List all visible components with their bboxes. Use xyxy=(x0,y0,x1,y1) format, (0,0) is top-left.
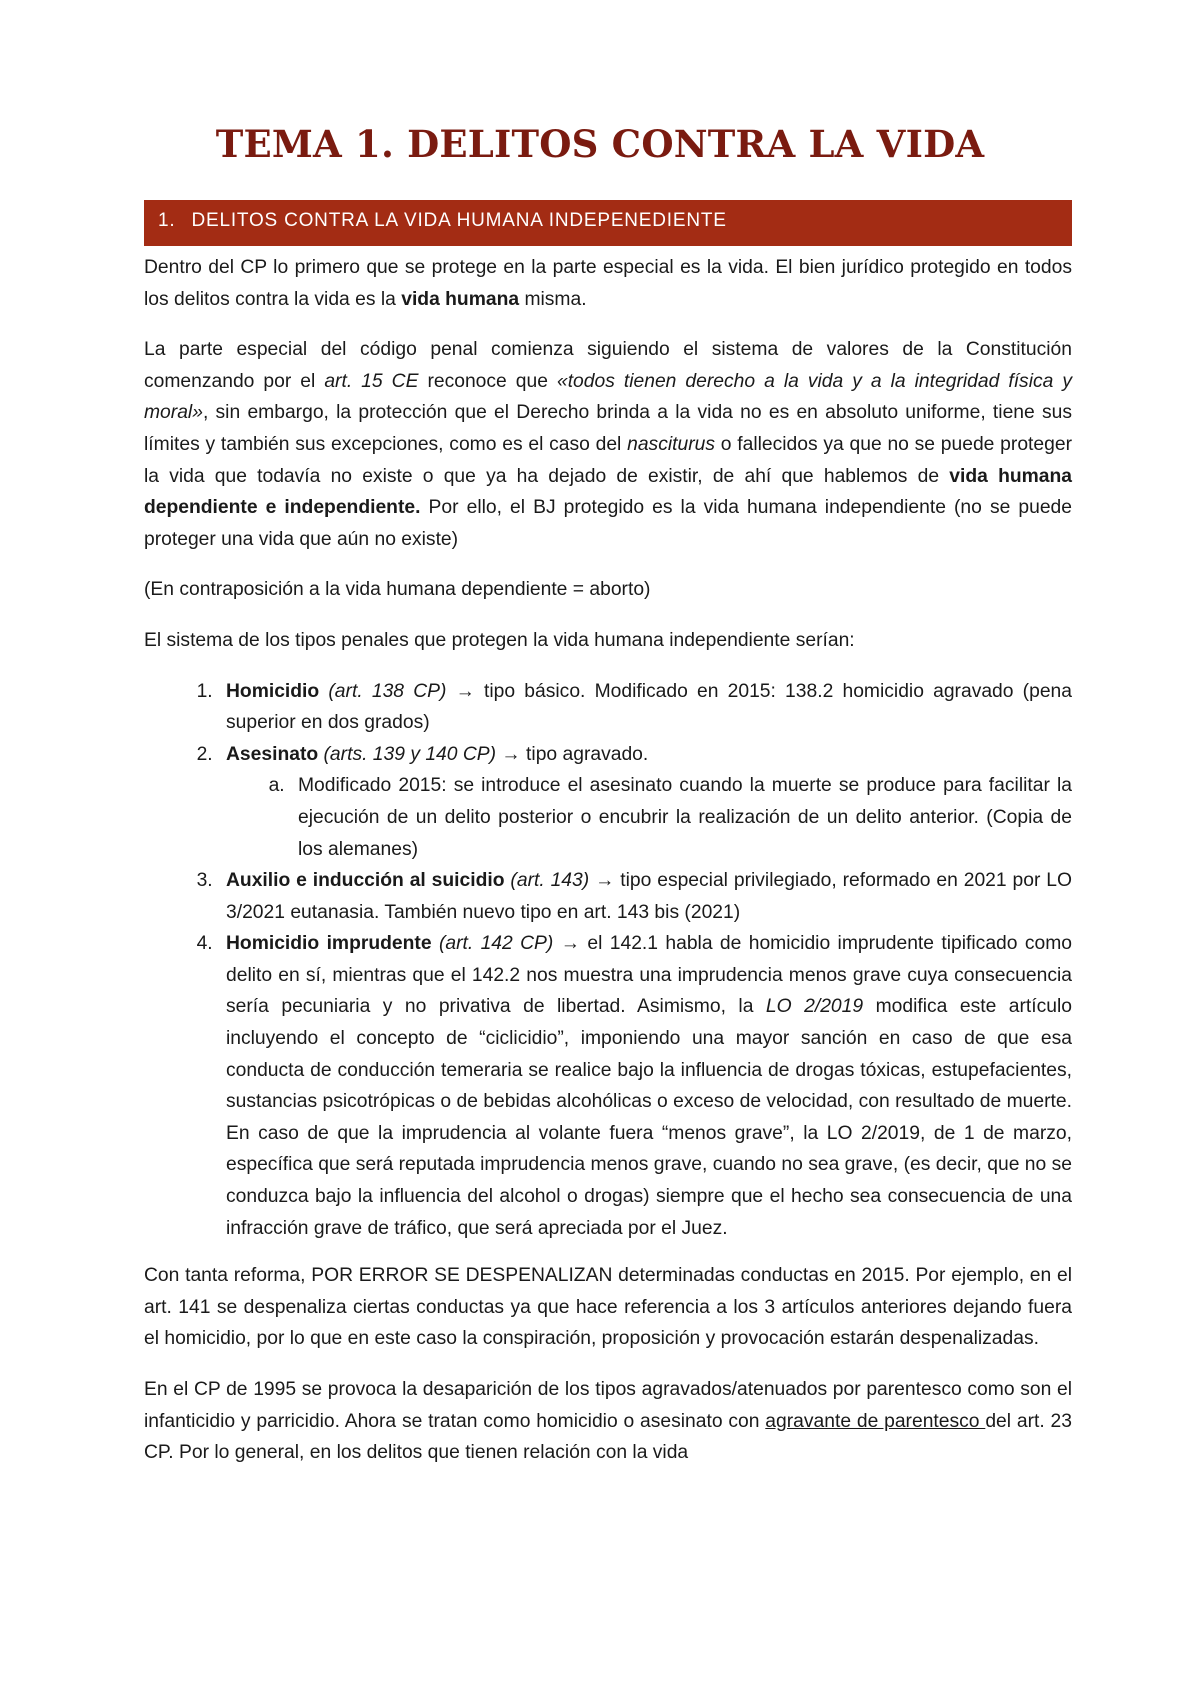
text-run: En el CP de 1995 se provoca la desaparición de los tipos agravados/atenuados por parentesco como son el infanticidio y parricidio. Ahora se tratan como homicidio o asesinato con xyxy=(144,1379,1072,1432)
bold-run: Auxilio e inducción al suicidio xyxy=(226,870,505,892)
list-item-homicidio xyxy=(218,676,1072,739)
text-run: → tipo especial privilegiado, reformado en 2021 por LO 3/2021 eutanasia. También nuevo tipo en art. 143 bis (2021) xyxy=(226,870,1072,923)
text-run: reconoce que xyxy=(418,370,557,392)
text-run: del art. 23 CP. Por lo general, en los delitos que tienen relación con la vida xyxy=(144,1410,1072,1464)
section-number: 1. xyxy=(158,210,176,231)
paragraph-despenalizacion: Con tanta reforma, POR ERROR SE DESPENALIZAN determinadas conductas en 2015. Por ejemplo, en el art. 141 se despenaliza ciertas conductas ya que hace referencia a los 3 artículos anteriores dejando fuera el homicidio, por lo que en este caso la conspiración, proposición y provocación estarán despenalizadas. xyxy=(144,1265,1072,1350)
paragraph-contraposicion: (En contraposición a la vida humana dependiente = aborto) xyxy=(144,579,651,601)
underlined-run: agravante de parentesco xyxy=(765,1410,986,1432)
bold-run: Homicidio imprudente xyxy=(226,933,432,955)
bold-run: vida humana xyxy=(401,288,520,310)
list-item-auxilio-suicidio xyxy=(218,865,1072,928)
sub-list xyxy=(226,770,1072,865)
italic-run: (art. 138 CP) xyxy=(328,680,447,702)
paragraph-constitution xyxy=(144,334,1072,555)
document-body xyxy=(144,252,1072,1488)
section-heading-banner xyxy=(144,200,1072,246)
bold-run: Homicidio xyxy=(226,680,320,702)
italic-run: (arts. 139 y 140 CP) xyxy=(323,743,497,765)
text-run: Dentro del CP lo primero que se protege en la parte especial es la vida. El bien jurídico protegido en todos los delitos contra la vida es la xyxy=(144,257,1072,310)
text-run: modifica este artículo incluyendo el concepto de “ciclicidio”, imponiendo una mayor sanción en caso de que esa conducta de conducción temeraria se realice bajo la influencia de drogas tóxicas, estupefacientes, sustancias psicotrópicas o de bebidas alcohólicas o exceso de velocidad, con resultado de muerte. En caso de que la imprudencia al volante fuera “menos grave”, la LO 2/2019, de 1 de marzo, específica que será reputada imprudencia menos grave, cuando no sea grave, (es decir, que no se conduzca bajo la influencia del alcohol o drogas) siempre que el hecho sea consecuencia de una infracción grave de tráfico, que será apreciada por el Juez. xyxy=(226,996,1072,1239)
text-run: o fallecidos ya que no se puede proteger la vida que todavía no existe o que ya ha dejado de existir, de ahí que hablemos de xyxy=(144,433,1072,487)
text-run: misma. xyxy=(519,288,587,310)
text-run: → tipo agravado. xyxy=(496,743,649,765)
italic-run: (art. 142 CP) xyxy=(438,933,554,955)
sub-list-item: a. Modificado 2015: se introduce el asesinato cuando la muerte se produce para facilitar la ejecución de un delito posterior o encubrir la realización de un delito anterior. (Copia de los alemanes) xyxy=(290,770,1072,865)
text-run: → tipo básico. Modificado en 2015: 138.2 homicidio agravado (pena superior en dos grados) xyxy=(226,680,1072,734)
text-run: , sin embargo, la protección que el Derecho brinda a la vida no es en absoluto uniforme, tiene sus límites y también sus excepciones, como es el caso del xyxy=(144,402,1072,455)
text-run: La parte especial del código penal comienza siguiendo el sistema de valores de la Constitución comenzando por el xyxy=(144,339,1072,392)
list-item-homicidio-imprudente xyxy=(218,928,1072,1244)
text-run: → el 142.1 habla de homicidio imprudente tipificado como delito en sí, mientras que el 142.2 nos muestra una imprudencia menos grave cuya consecuencia sería pecuniaria y no privativa de libertad. Asimismo, la xyxy=(226,933,1073,1018)
italic-run: nasciturus xyxy=(627,433,715,455)
paragraph-sistema: El sistema de los tipos penales que protegen la vida humana independiente serían: xyxy=(144,629,855,651)
numbered-list xyxy=(144,676,1072,1245)
italic-quote: «todos tienen derecho a la vida y a la integridad física y moral» xyxy=(144,370,1072,424)
bold-run: vida humana dependiente e independiente. xyxy=(144,465,1072,519)
paragraph-parentesco xyxy=(144,1374,1072,1469)
text-run: Por ello, el BJ protegido es la vida humana independiente (no se puede proteger una vida que aún no existe) xyxy=(144,497,1072,550)
italic-run: LO 2/2019 xyxy=(765,996,864,1018)
italic-run: art. 15 CE xyxy=(324,370,419,392)
paragraph-intro xyxy=(144,252,1072,315)
list-item-asesinato xyxy=(218,739,1072,865)
page-title: TEMA 1. DELITOS CONTRA LA VIDA xyxy=(215,122,985,166)
bold-run: Asesinato xyxy=(226,743,319,765)
italic-run: (art. 143) xyxy=(510,870,590,892)
section-heading: DELITOS CONTRA LA VIDA HUMANA INDEPENEDIENTE xyxy=(191,210,727,231)
